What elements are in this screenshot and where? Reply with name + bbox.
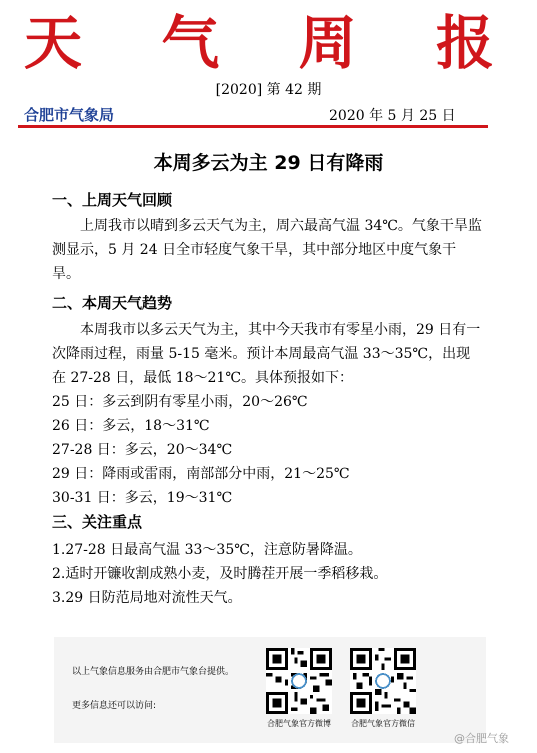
weibo-qr-caption: 合肥气象官方微博 xyxy=(267,719,331,728)
forecast-line: 27-28 日：多云，20～34℃ xyxy=(52,442,233,458)
forecast-line: 25 日：多云到阴有零星小雨，20～26℃ xyxy=(52,394,308,410)
weibo-qr-code-icon[interactable] xyxy=(266,648,332,714)
section-body xyxy=(52,214,484,286)
issue-number: [2020] 第 42 期 xyxy=(215,82,322,98)
forecast-line: 29 日：降雨或雷雨，南部部分中雨，21～25℃ xyxy=(52,466,350,482)
review-paragraph: 上周我市以晴到多云天气为主，周六最高气温 34℃。气象干旱监测显示，5 月 24 日全市轻度气象干旱，其中部分地区中度气象干旱。 xyxy=(52,218,482,282)
section-body xyxy=(52,318,484,510)
newsletter-title xyxy=(24,8,494,78)
trend-paragraph: 本周我市以多云天气为主，其中今天我市有零星小雨，29 日有一次降雨过程，雨量 5-15 毫米。预计本周最高气温 33～35℃，出现在 27-28 日，最低 18～21℃。具体预报如下： xyxy=(52,322,481,386)
section-heading: 三、关注重点 xyxy=(52,513,143,531)
bureau-name: 合肥市气象局 xyxy=(24,106,115,124)
footer-more-info-text: 更多信息还可以访问: xyxy=(72,701,157,711)
title-char: 报 xyxy=(435,9,494,77)
weibo-watermark: @合肥气象 xyxy=(454,732,509,745)
title-char: 天 xyxy=(24,9,83,77)
focus-item: 2.适时开镰收割成熟小麦，及时腾茬开展一季稻移栽。 xyxy=(52,566,388,582)
section-body xyxy=(52,538,484,610)
focus-item: 3.29 日防范局地对流性天气。 xyxy=(52,590,242,606)
footer-provider-text: 以上气象信息服务由合肥市气象台提供。 xyxy=(72,667,235,677)
focus-item: 1.27-28 日最高气温 33～35℃，注意防暑降温。 xyxy=(52,542,362,558)
header-divider xyxy=(18,125,488,128)
section-heading: 一、上周天气回顾 xyxy=(52,191,173,209)
wechat-qr-caption: 合肥气象官方微信 xyxy=(351,719,415,728)
headline: 本周多云为主 29 日有降雨 xyxy=(153,152,384,174)
wechat-qr-code-icon[interactable] xyxy=(350,648,416,714)
publish-date: 2020 年 5 月 25 日 xyxy=(329,108,456,124)
forecast-line: 30-31 日：多云，19～31℃ xyxy=(52,490,233,506)
section-heading: 二、本周天气趋势 xyxy=(52,294,173,312)
title-char: 气 xyxy=(161,9,220,77)
forecast-line: 26 日：多云，18～31℃ xyxy=(52,418,210,434)
title-char: 周 xyxy=(298,9,357,77)
